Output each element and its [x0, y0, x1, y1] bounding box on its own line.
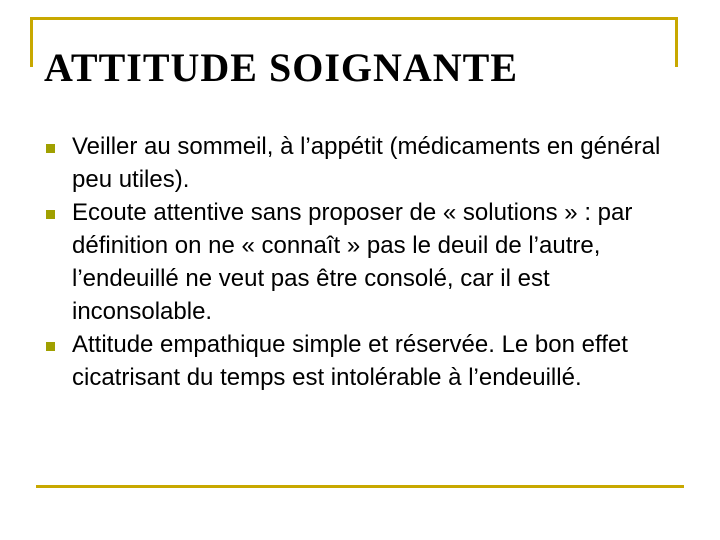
bullet-text: Veiller au sommeil, à l’appétit (médicaments en général peu utiles).: [72, 133, 661, 193]
bullet-item-empathic-attitude: [44, 328, 674, 394]
frame-left-line: [30, 17, 33, 67]
frame-right-line: [675, 17, 678, 67]
bullet-item-sleep-appetite: [44, 130, 674, 196]
square-bullet-icon: [46, 342, 55, 351]
frame-top-line: [30, 17, 678, 20]
square-bullet-icon: [46, 210, 55, 219]
square-bullet-icon: [46, 144, 55, 153]
bullet-text: Attitude empathique simple et réservée. Le bon effet cicatrisant du temps est intolérable à l’endeuillé.: [72, 331, 628, 391]
slide-title: ATTITUDE SOIGNANTE: [44, 45, 519, 90]
bullet-text: Ecoute attentive sans proposer de « solutions » : par définition on ne « connaît » pas le deuil de l’autre, l’endeuillé ne veut pas être consolé, car il est inconsolable.: [72, 199, 633, 325]
bullet-list: [44, 130, 674, 394]
bullet-item-attentive-listening: [44, 196, 674, 328]
frame-bottom-line: [36, 485, 684, 488]
